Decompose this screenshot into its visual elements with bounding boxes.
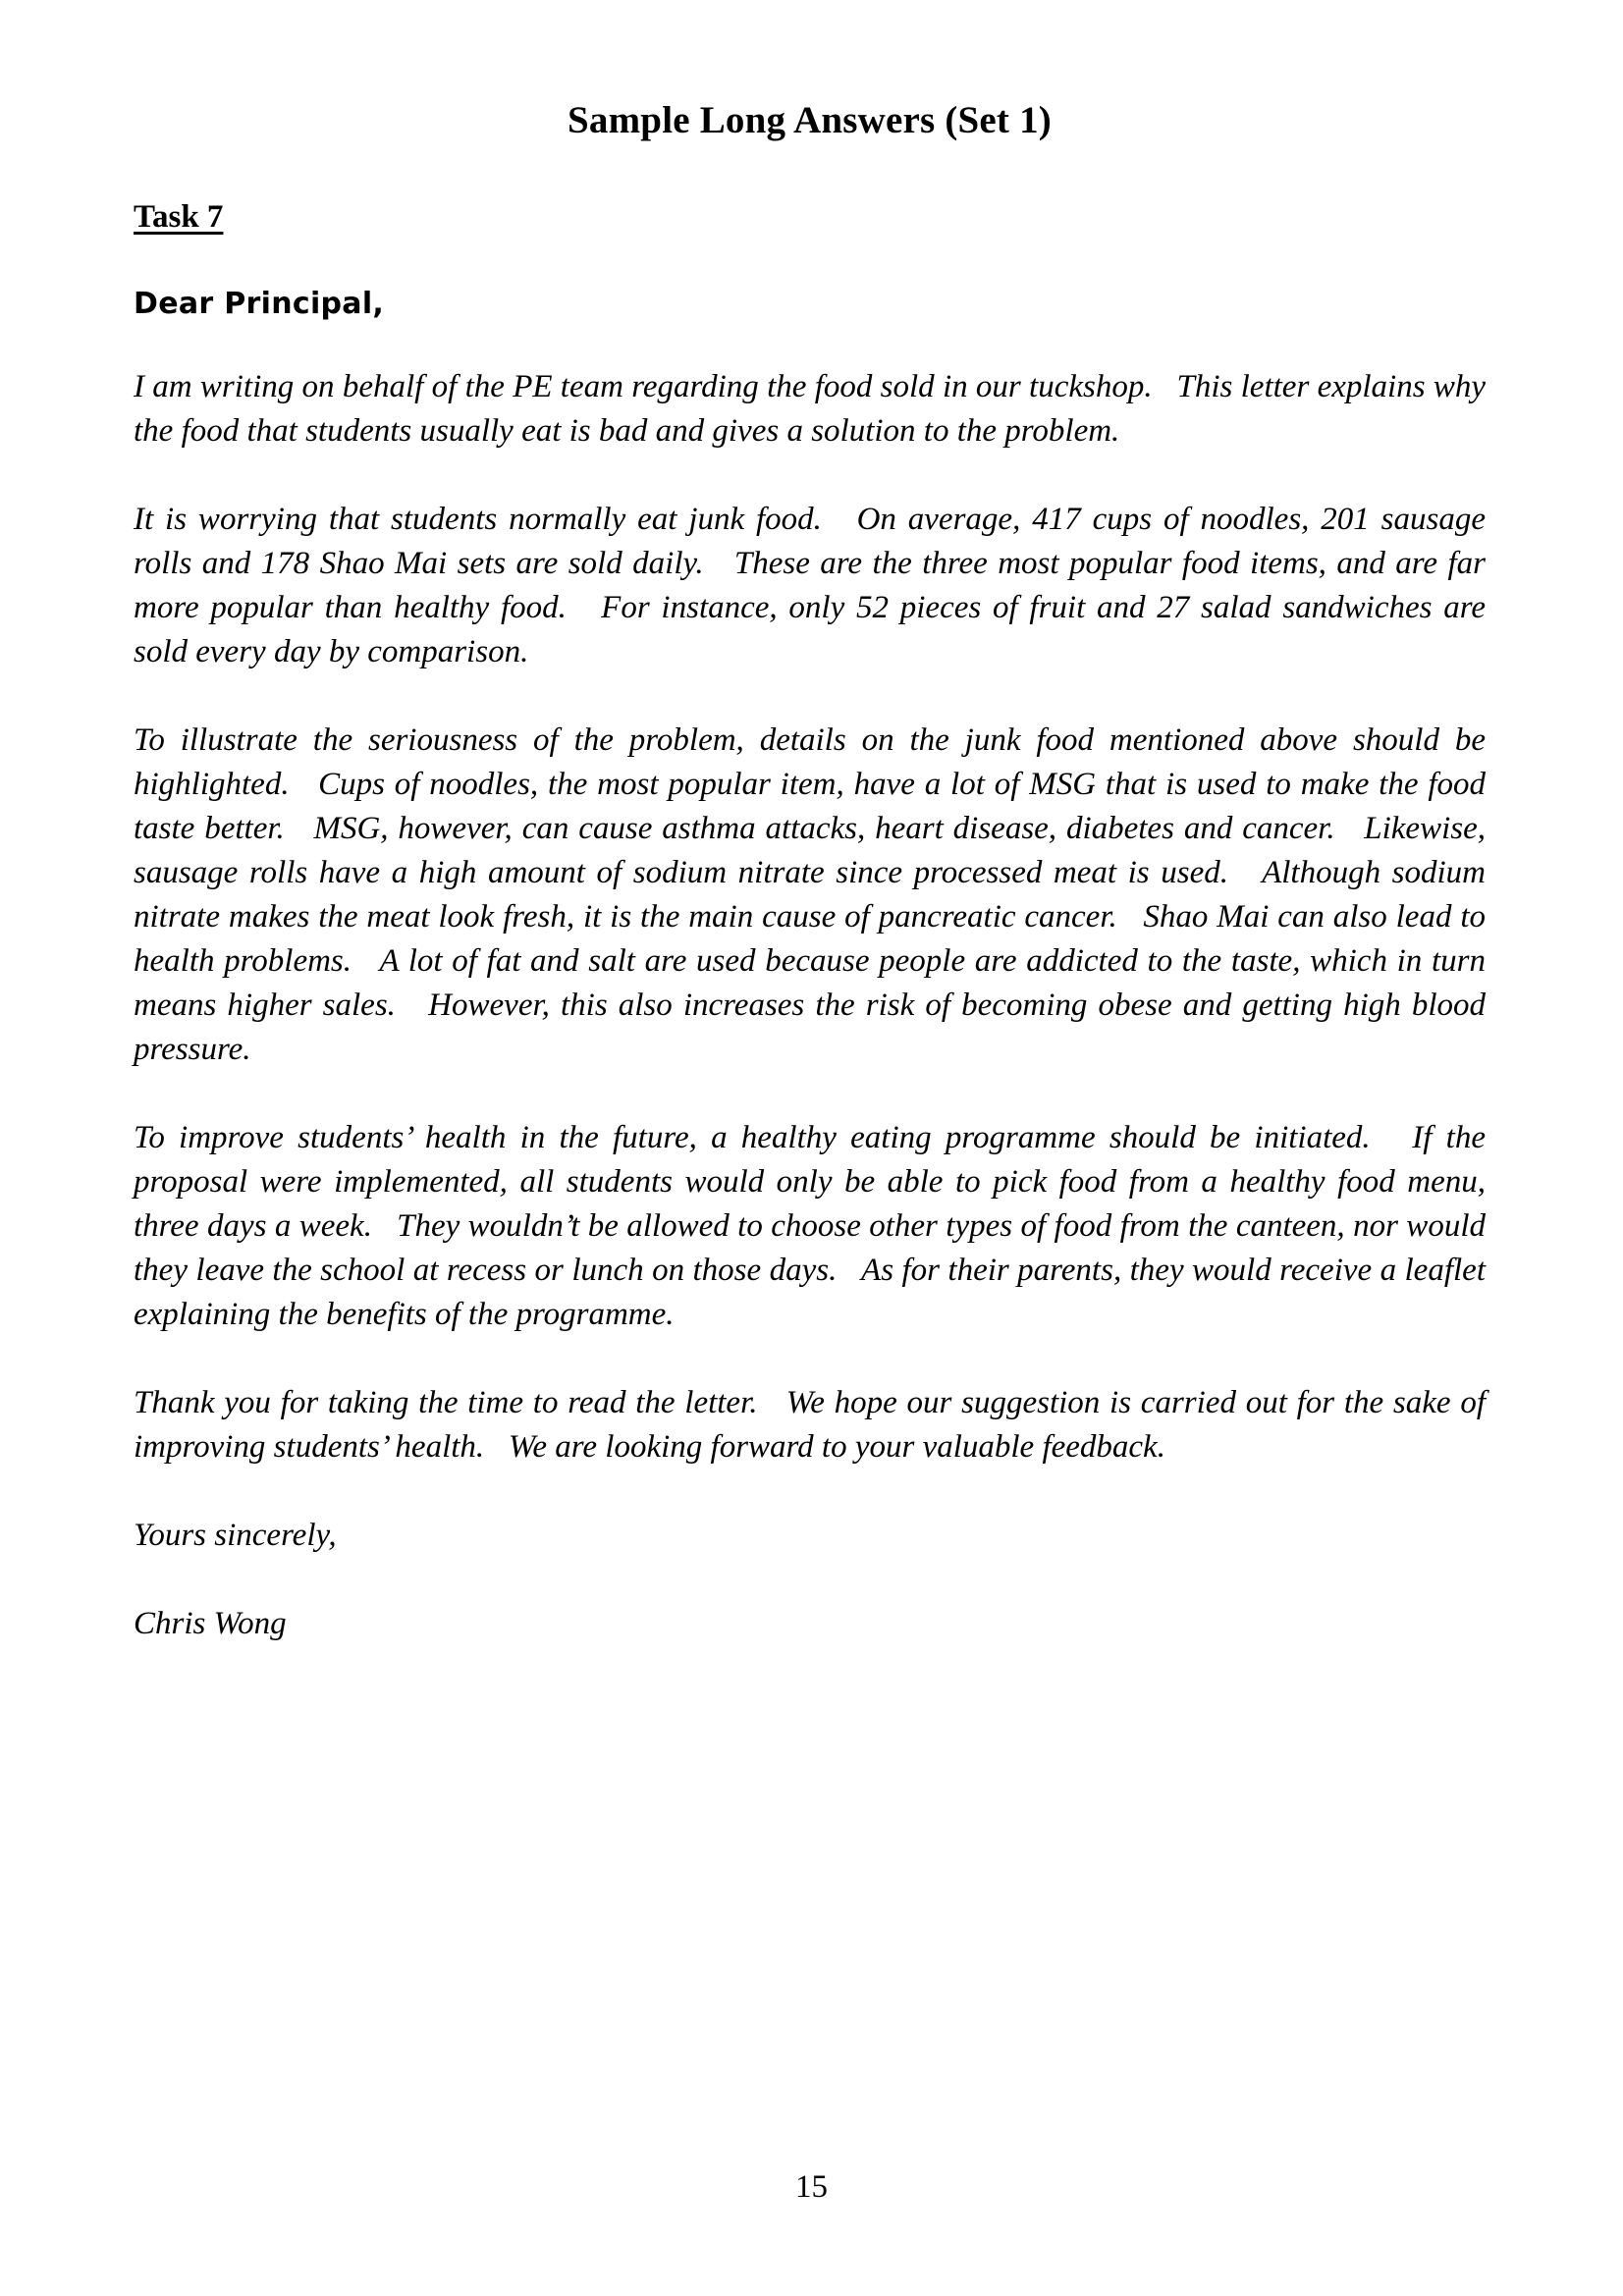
letter-paragraph: It is worrying that students normally eat junk food. On average, 417 cups of noodles, 201 sausage rolls and 178 Shao Mai sets are sold daily. These are the three most popular food items, and are far more popular than healthy food. For instance, only 52 pieces of fruit and 27 salad sandwiches are sold every day by comparison. <box>134 502 1494 669</box>
letter-paragraph: I am writing on behalf of the PE team regarding the food sold in our tuckshop. This letter explains why the food that students usually eat is bad and gives a solution to the problem. <box>134 369 1494 449</box>
letter-paragraph: To improve students’ health in the future, a healthy eating programme should be initiated. If the proposal were implemented, all students would only be able to pick food from a healthy food menu, three days a week. They wouldn’t be allowed to choose other types of food from the canteen, nor would they leave the school at recess or lunch on those days. As for their parents, they would receive a leaflet explaining the benefits of the programme. <box>134 1120 1494 1332</box>
page-title: Sample Long Answers (Set 1) <box>568 99 1052 141</box>
letter-signature: Chris Wong <box>134 1606 287 1641</box>
task-heading: Task 7 <box>134 199 224 235</box>
letter-salutation: Dear Principal, <box>134 287 385 321</box>
letter-paragraph: To illustrate the seriousness of the problem, details on the junk food mentioned above should be highlighted. Cups of noodles, the most popular item, have a lot of MSG that is used to make the food taste better. MSG, however, can cause asthma attacks, heart disease, diabetes and cancer. Likewise, sausage rolls have a high amount of sodium nitrate since processed meat is used. Although sodium nitrate makes the meat look fresh, it is the main cause of pancreatic cancer. Shao Mai can also lead to health problems. A lot of fat and salt are used because people are addicted to the taste, which in turn means higher sales. However, this also increases the risk of becoming obese and getting high blood pressure. <box>134 722 1494 1067</box>
letter-body <box>134 365 1494 1469</box>
letter-closing: Yours sincerely, <box>134 1518 337 1553</box>
letter-paragraph: Thank you for taking the time to read the letter. We hope our suggestion is carried out for the sake of improving students’ health. We are looking forward to your valuable feedback. <box>134 1385 1494 1465</box>
page-number: 15 <box>795 2169 828 2205</box>
